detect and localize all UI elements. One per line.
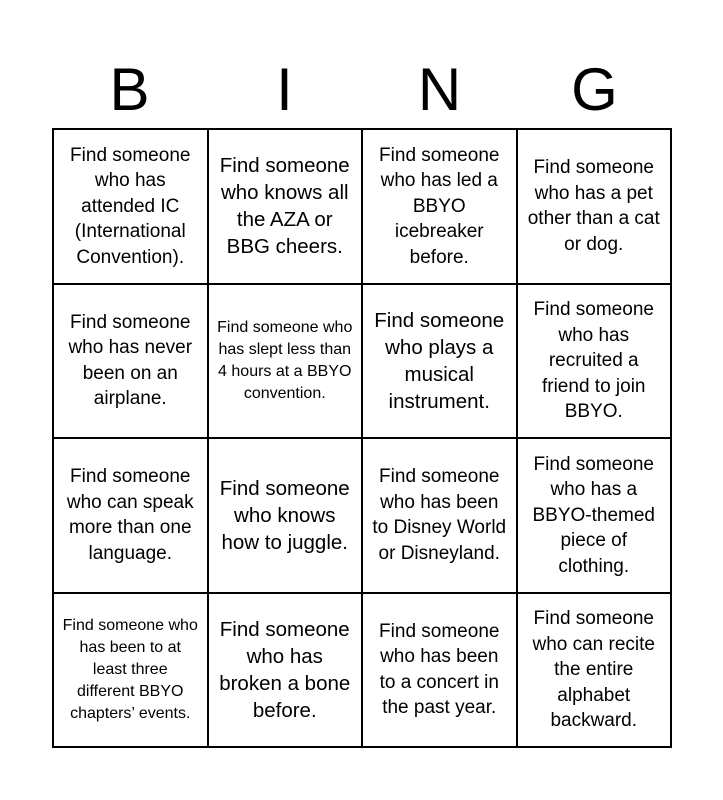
bingo-cell-r4c1 — [54, 594, 209, 749]
bingo-cell-r3c3 — [363, 439, 518, 594]
bingo-cell-r1c3 — [363, 130, 518, 285]
bingo-cell-r2c2 — [209, 285, 364, 440]
bingo-cell-r2c3 — [363, 285, 518, 440]
bingo-cell-text: Find someone who has a BBYO-themed piece of clothing. — [532, 453, 655, 577]
bingo-cell-text: Find someone who knows how to juggle. — [219, 476, 350, 554]
bingo-cell-text: Find someone who can speak more than one language. — [66, 466, 194, 564]
bingo-cell-r1c1 — [54, 130, 209, 285]
bingo-cell-r4c3 — [363, 594, 518, 749]
bingo-cell-text: Find someone who has recruited a friend to join BBYO. — [533, 299, 654, 422]
bingo-cell-text: Find someone who has never been on an airplane. — [68, 311, 193, 410]
bingo-cell-text: Find someone who has been to a concert in the past year. — [379, 620, 500, 719]
bingo-cell-text: Find someone who has a pet other than a cat or dog. — [527, 157, 660, 255]
bingo-grid — [52, 128, 672, 748]
bingo-cell-text: Find someone who knows all the AZA or BBG cheers. — [219, 154, 350, 259]
bingo-cell-r3c4 — [518, 439, 673, 594]
bingo-cell-r2c1 — [54, 285, 209, 440]
bingo-cell-r1c4 — [518, 130, 673, 285]
bingo-cell-r3c1 — [54, 439, 209, 594]
bingo-cell-text: Find someone who has slept less than 4 hours at a BBYO convention. — [217, 318, 353, 402]
bingo-header — [52, 52, 672, 128]
bingo-cell-r1c2 — [209, 130, 364, 285]
header-letter-g: G — [571, 56, 618, 123]
bingo-cell-text: Find someone who has led a BBYO icebreaker before. — [379, 144, 500, 268]
bingo-cell-text: Find someone who has been to Disney World or Disneyland. — [372, 466, 507, 564]
bingo-cell-text: Find someone who has broken a bone before. — [219, 617, 351, 722]
bingo-cell-text: Find someone who plays a musical instrument. — [374, 308, 505, 413]
header-letter-i: I — [276, 56, 293, 123]
bingo-cell-r4c4 — [518, 594, 673, 749]
bingo-cell-r4c2 — [209, 594, 364, 749]
bingo-cell-r2c4 — [518, 285, 673, 440]
bingo-cell-text: Find someone who has been to at least three different BBYO chapters’ events. — [62, 616, 198, 722]
header-letter-n: N — [417, 56, 462, 123]
bingo-cell-text: Find someone who has attended IC (International Convention). — [70, 144, 191, 268]
bingo-cell-text: Find someone who can recite the entire alphabet backward. — [532, 608, 655, 731]
header-letter-b: B — [109, 56, 150, 123]
bingo-cell-r3c2 — [209, 439, 364, 594]
